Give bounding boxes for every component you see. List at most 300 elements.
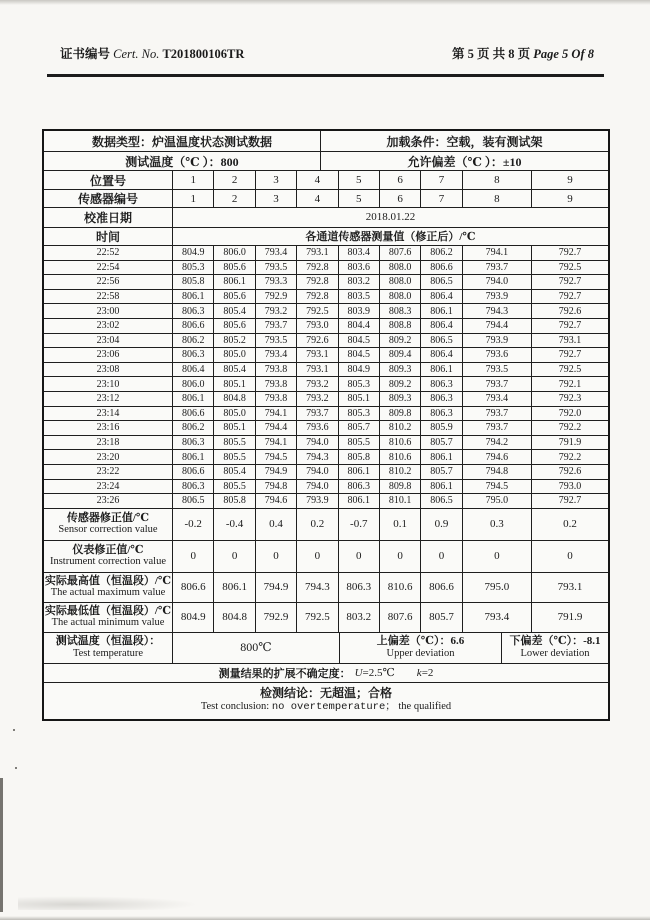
value-cell: 9 <box>531 190 608 207</box>
measurement-value-cell: 808.3 <box>379 304 420 318</box>
time-cell: 23:24 <box>96 480 120 492</box>
value-cell: 791.9 <box>531 603 608 632</box>
value-cell: 4 <box>296 171 337 189</box>
measurement-value-cell: 806.3 <box>420 407 461 421</box>
measurement-value-cell: 792.7 <box>531 348 608 362</box>
measurement-value-cell: 794.0 <box>462 275 531 289</box>
measurement-value-cell: 794.3 <box>296 450 337 464</box>
certificate-number <box>60 44 244 62</box>
measurement-value-cell: 810.2 <box>379 465 420 479</box>
value-cell: 7 <box>420 190 461 207</box>
sensor-number-label: 传感器编号 <box>77 192 138 206</box>
measurement-value-cell: 805.8 <box>172 275 213 289</box>
page-header <box>0 44 650 62</box>
value-cell: 8 <box>462 190 531 207</box>
calib-date-label: 校准日期 <box>83 210 132 225</box>
measurement-row <box>44 260 608 275</box>
measurement-value-cell: 794.0 <box>296 465 337 479</box>
test-temperature-label: 测试温度（恒温段）： Test temperature <box>55 635 161 659</box>
measurement-value-cell: 806.1 <box>420 363 461 377</box>
time-cell: 23:08 <box>96 364 120 376</box>
measurement-value-cell: 806.1 <box>420 450 461 464</box>
measurement-value-cell: 792.3 <box>531 392 608 406</box>
value-cell: 0 <box>462 541 531 572</box>
measurement-row <box>44 420 608 435</box>
value-cell: 0 <box>255 541 296 572</box>
measurement-value-cell: 793.8 <box>255 377 296 391</box>
value-cell: 793.4 <box>462 603 531 632</box>
value-cell: 806.6 <box>172 573 213 602</box>
measurement-value-cell: 794.4 <box>255 421 296 435</box>
measurement-value-cell: 806.1 <box>338 494 379 508</box>
value-cell: 805.7 <box>420 603 461 632</box>
measurement-row <box>44 303 608 318</box>
value-cell: 0.9 <box>420 509 461 540</box>
measurement-value-cell: 806.1 <box>172 392 213 406</box>
value-cell: 2 <box>213 171 254 189</box>
measurement-value-cell: 806.1 <box>213 275 254 289</box>
value-cell: 5 <box>338 190 379 207</box>
upper-deviation-cell: 上偏差（℃）：6.6 Upper deviation <box>339 633 501 663</box>
measurement-value-cell: 793.7 <box>255 319 296 333</box>
measurement-value-cell: 794.8 <box>462 465 531 479</box>
measurement-value-cell: 793.2 <box>255 304 296 318</box>
measurement-value-cell: 805.4 <box>213 465 254 479</box>
uncertainty-u-symbol: U <box>354 667 363 680</box>
value-cell: 0 <box>296 541 337 572</box>
measurement-row <box>44 479 608 494</box>
value-cell: 1 <box>172 190 213 207</box>
uncertainty-k-symbol: k <box>416 666 422 679</box>
measurement-value-cell: 808.0 <box>379 290 420 304</box>
row-deviation-summary <box>44 632 608 663</box>
value-cell: 0.1 <box>379 509 420 540</box>
time-cell: 23:06 <box>96 349 120 361</box>
value-cell: 4 <box>296 190 337 207</box>
measurement-value-cell: 806.2 <box>172 421 213 435</box>
measurement-value-cell: 793.4 <box>462 392 531 406</box>
row-time-header <box>44 227 608 246</box>
measurement-value-cell: 794.6 <box>462 450 531 464</box>
measurement-row <box>44 449 608 464</box>
measurement-value-cell: 794.5 <box>255 450 296 464</box>
measurement-value-cell: 794.3 <box>462 304 531 318</box>
measurement-value-cell: 806.2 <box>420 246 461 260</box>
value-cell: -0.7 <box>338 509 379 540</box>
measurement-value-cell: 806.3 <box>420 392 461 406</box>
uncertainty-prefix: 测量结果的扩展不确定度： <box>218 667 351 680</box>
calib-date-value: 2018.01.22 <box>172 208 608 227</box>
measurement-value-cell: 809.3 <box>379 363 420 377</box>
sensor-correction-label: 传感器修正值/℃ Sensor correction value <box>58 511 158 536</box>
lower-deviation-cell: 下偏差（℃）：-8.1 Lower deviation <box>501 633 608 663</box>
test-temp-cell: 测试温度（℃ ）：800 <box>125 154 239 169</box>
measurement-row <box>44 362 608 377</box>
measurement-value-cell: 803.9 <box>338 304 379 318</box>
measurement-value-cell: 793.1 <box>296 348 337 362</box>
value-cell: 6 <box>379 190 420 207</box>
allowed-deviation-cell: 允许偏差（℃ ）：±10 <box>320 152 608 170</box>
measurement-value-cell: 806.3 <box>172 304 213 318</box>
measurement-value-cell: 803.4 <box>338 246 379 260</box>
measurement-value-cell: 793.6 <box>296 421 337 435</box>
measurement-value-cell: 792.7 <box>531 319 608 333</box>
measurement-value-cell: 805.4 <box>213 304 254 318</box>
value-cell: 9 <box>531 171 608 189</box>
value-cell: 0 <box>420 541 461 572</box>
measurement-row <box>44 435 608 450</box>
time-cell: 23:18 <box>96 437 120 449</box>
value-cell: 5 <box>338 171 379 189</box>
measurement-value-cell: 793.9 <box>462 290 531 304</box>
time-label: 时间 <box>95 229 120 244</box>
value-cell: 8 <box>462 171 531 189</box>
value-cell: 0 <box>338 541 379 572</box>
measurement-value-cell: 805.5 <box>338 436 379 450</box>
measurement-value-cell: 792.7 <box>531 290 608 304</box>
value-cell: 0.3 <box>462 509 531 540</box>
page-number <box>452 44 594 62</box>
measurement-value-cell: 810.6 <box>379 436 420 450</box>
value-cell: 804.8 <box>213 603 254 632</box>
value-cell: 0.2 <box>296 509 337 540</box>
value-cell: 806.6 <box>420 573 461 602</box>
actual-minimum-label: 实际最低值（恒温段）/℃ The actual minimum value <box>44 604 172 629</box>
value-cell: 794.3 <box>296 573 337 602</box>
time-cell: 23:02 <box>96 320 120 332</box>
value-cell: -0.2 <box>172 509 213 540</box>
measurement-row <box>44 376 608 391</box>
measurement-value-cell: 809.8 <box>379 407 420 421</box>
measurement-value-cell: 805.3 <box>172 261 213 275</box>
measurement-value-cell: 794.1 <box>462 246 531 260</box>
measurement-value-cell: 805.9 <box>420 421 461 435</box>
time-cell: 23:16 <box>96 422 120 434</box>
measurement-value-cell: 792.1 <box>531 377 608 391</box>
conclusion-zh: 检测结论：无超温；合格 <box>259 686 392 701</box>
measurement-value-cell: 792.5 <box>531 363 608 377</box>
value-cell: 795.0 <box>462 573 531 602</box>
row-sensor-numbers <box>44 189 608 207</box>
measurement-value-cell: 806.3 <box>338 480 379 494</box>
value-cell: 0 <box>531 541 608 572</box>
measurement-value-cell: 792.2 <box>531 421 608 435</box>
measurement-value-cell: 809.2 <box>379 377 420 391</box>
measurement-value-cell: 806.3 <box>420 377 461 391</box>
time-cell: 23:10 <box>96 378 120 390</box>
measurement-value-cell: 793.5 <box>462 363 531 377</box>
scan-speck <box>15 767 17 769</box>
value-cell: 810.6 <box>379 573 420 602</box>
value-cell: 0 <box>172 541 213 572</box>
conclusion-en: Test conclusion: no overtemperature； the qualified <box>200 701 452 714</box>
measurement-value-cell: 806.4 <box>420 348 461 362</box>
measurement-value-cell: 806.1 <box>172 450 213 464</box>
measurement-value-cell: 806.0 <box>213 246 254 260</box>
measurement-value-cell: 794.6 <box>255 494 296 508</box>
measurement-value-cell: 804.9 <box>338 363 379 377</box>
uncertainty-u-value: =2.5℃ <box>362 667 395 680</box>
measurement-value-cell: 806.4 <box>420 290 461 304</box>
value-cell: 807.6 <box>379 603 420 632</box>
measurement-value-cell: 805.5 <box>213 436 254 450</box>
value-cell: -0.4 <box>213 509 254 540</box>
measurement-value-cell: 806.5 <box>420 494 461 508</box>
measurement-value-cell: 793.8 <box>255 363 296 377</box>
measurement-value-cell: 810.1 <box>379 494 420 508</box>
measurement-value-cell: 792.6 <box>296 334 337 348</box>
measurement-value-cell: 805.0 <box>213 407 254 421</box>
row-uncertainty <box>44 663 608 682</box>
instrument-correction-label: 仪表修正值/℃ Instrument correction value <box>49 543 167 568</box>
measurement-value-cell: 810.6 <box>379 450 420 464</box>
value-cell: 0.4 <box>255 509 296 540</box>
measurement-row <box>44 289 608 304</box>
measurement-value-cell: 806.6 <box>172 407 213 421</box>
measurement-value-cell: 806.3 <box>172 348 213 362</box>
value-cell: 6 <box>379 171 420 189</box>
certificate-table <box>42 129 610 721</box>
measurement-value-cell: 805.6 <box>213 319 254 333</box>
measurement-value-cell: 806.1 <box>420 304 461 318</box>
measurement-row <box>44 406 608 421</box>
measurement-value-cell: 793.7 <box>462 421 531 435</box>
measurement-value-cell: 792.0 <box>531 407 608 421</box>
measurement-value-cell: 805.7 <box>338 421 379 435</box>
value-cell: 1 <box>172 171 213 189</box>
value-cell: 804.9 <box>172 603 213 632</box>
measurement-value-cell: 806.1 <box>420 480 461 494</box>
measurement-value-cell: 805.7 <box>420 465 461 479</box>
time-cell: 23:22 <box>96 466 120 478</box>
value-cell: 803.2 <box>338 603 379 632</box>
uncertainty-cell <box>44 664 608 682</box>
measurement-value-cell: 793.8 <box>255 392 296 406</box>
measurement-row <box>44 493 608 508</box>
value-cell: 2 <box>213 190 254 207</box>
measurement-value-cell: 806.1 <box>172 290 213 304</box>
value-cell: 3 <box>255 190 296 207</box>
cert-no-value: T201800106TR <box>162 47 245 61</box>
measurement-value-cell: 793.7 <box>462 377 531 391</box>
time-cell: 22:52 <box>96 247 120 259</box>
measurement-value-cell: 806.6 <box>172 319 213 333</box>
position-label: 位置号 <box>89 173 126 188</box>
measurement-value-cell: 793.4 <box>255 348 296 362</box>
measurement-value-cell: 805.8 <box>213 494 254 508</box>
value-cell: 793.1 <box>531 573 608 602</box>
actual-maximum-label: 实际最高值（恒温段）/℃ The actual maximum value <box>44 574 172 599</box>
measurement-value-cell: 809.4 <box>379 348 420 362</box>
measurement-value-cell: 805.1 <box>213 377 254 391</box>
measurement-value-cell: 793.7 <box>296 407 337 421</box>
measurement-value-cell: 794.2 <box>462 436 531 450</box>
page-number-zh: 第 5 页 共 8 页 <box>451 47 531 61</box>
measurement-value-cell: 809.2 <box>379 334 420 348</box>
measurement-value-cell: 792.6 <box>531 304 608 318</box>
measurement-value-cell: 805.6 <box>213 290 254 304</box>
measurement-value-cell: 792.8 <box>296 290 337 304</box>
measurement-value-cell: 806.6 <box>420 261 461 275</box>
measurement-value-cell: 809.3 <box>379 392 420 406</box>
row-positions <box>44 170 608 189</box>
row-conclusion <box>44 682 608 719</box>
measurement-value-cell: 805.0 <box>213 348 254 362</box>
row-test-temperature <box>44 151 608 170</box>
measurement-value-cell: 792.5 <box>531 261 608 275</box>
measurement-value-cell: 792.7 <box>531 246 608 260</box>
measurement-value-cell: 793.1 <box>531 334 608 348</box>
measurement-row <box>44 464 608 479</box>
measurement-value-cell: 792.8 <box>296 275 337 289</box>
measurement-value-cell: 804.9 <box>172 246 213 260</box>
measurement-value-cell: 806.0 <box>172 377 213 391</box>
measurement-value-cell: 793.9 <box>296 494 337 508</box>
measurement-value-cell: 805.5 <box>213 480 254 494</box>
measurement-value-cell: 795.0 <box>462 494 531 508</box>
value-cell: 792.5 <box>296 603 337 632</box>
measurement-value-cell: 794.0 <box>296 436 337 450</box>
uncertainty-k-value: =2 <box>421 666 434 679</box>
value-cell: 7 <box>420 171 461 189</box>
measurement-value-cell: 805.8 <box>338 450 379 464</box>
measurement-value-cell: 806.3 <box>172 436 213 450</box>
test-temperature-value: 800℃ <box>172 633 339 663</box>
measurement-value-cell: 793.9 <box>462 334 531 348</box>
row-instrument-correction <box>44 540 608 572</box>
row-data-type <box>44 131 608 151</box>
value-cell: 3 <box>255 171 296 189</box>
measurement-value-cell: 791.9 <box>531 436 608 450</box>
measurement-value-cell: 792.2 <box>531 450 608 464</box>
measurement-value-cell: 792.5 <box>296 304 337 318</box>
measurement-value-cell: 794.4 <box>462 319 531 333</box>
measurement-value-cell: 793.3 <box>255 275 296 289</box>
measurement-value-cell: 803.2 <box>338 275 379 289</box>
time-cell: 23:04 <box>96 334 120 346</box>
measurement-value-cell: 792.8 <box>296 261 337 275</box>
measurement-value-cell: 803.5 <box>338 290 379 304</box>
measurement-value-cell: 806.2 <box>172 334 213 348</box>
measurement-value-cell: 793.6 <box>462 348 531 362</box>
measurement-value-cell: 793.0 <box>296 319 337 333</box>
measurement-value-cell: 808.0 <box>379 261 420 275</box>
measurement-value-cell: 793.5 <box>255 334 296 348</box>
measurement-value-cell: 792.7 <box>531 275 608 289</box>
value-cell: 794.9 <box>255 573 296 602</box>
measurement-value-cell: 806.5 <box>420 334 461 348</box>
measurement-value-cell: 805.3 <box>338 377 379 391</box>
measurement-value-cell: 808.0 <box>379 275 420 289</box>
measurement-value-cell: 804.5 <box>338 334 379 348</box>
measurement-value-cell: 809.8 <box>379 480 420 494</box>
measurement-value-cell: 806.5 <box>420 275 461 289</box>
value-cell: 0 <box>213 541 254 572</box>
row-actual-minimum <box>44 602 608 632</box>
measurement-value-cell: 793.5 <box>255 261 296 275</box>
time-cell: 23:14 <box>96 407 120 419</box>
measurement-value-cell: 805.5 <box>213 450 254 464</box>
measurement-value-cell: 805.7 <box>420 436 461 450</box>
measurement-value-cell: 806.3 <box>172 480 213 494</box>
row-actual-maximum <box>44 572 608 602</box>
time-cell: 22:54 <box>96 261 120 273</box>
measurement-value-cell: 806.4 <box>420 319 461 333</box>
measurement-value-cell: 792.7 <box>531 494 608 508</box>
value-cell: 0 <box>379 541 420 572</box>
measurement-value-cell: 804.8 <box>213 392 254 406</box>
time-cell: 23:26 <box>96 495 120 507</box>
measurement-value-cell: 806.4 <box>172 363 213 377</box>
value-cell: 806.1 <box>213 573 254 602</box>
measurement-row <box>44 391 608 406</box>
measurement-value-cell: 794.1 <box>255 436 296 450</box>
measurement-value-cell: 793.0 <box>531 480 608 494</box>
scan-edge-bottom <box>0 916 650 920</box>
channels-header: 各通道传感器测量值（修正后）/℃ <box>172 228 608 246</box>
row-sensor-correction <box>44 508 608 540</box>
measurement-row <box>44 318 608 333</box>
measurement-value-cell: 803.6 <box>338 261 379 275</box>
measurement-value-cell: 792.6 <box>531 465 608 479</box>
measurement-value-cell: 793.1 <box>296 246 337 260</box>
scan-smudge <box>18 896 198 910</box>
measurement-value-cell: 805.6 <box>213 261 254 275</box>
measurement-value-cell: 794.0 <box>296 480 337 494</box>
measurement-value-cell: 806.1 <box>338 465 379 479</box>
measurement-value-cell: 794.9 <box>255 465 296 479</box>
measurement-value-cell: 808.8 <box>379 319 420 333</box>
measurement-value-cell: 794.1 <box>255 407 296 421</box>
scan-edge-top <box>0 0 650 5</box>
measurement-value-cell: 793.2 <box>296 392 337 406</box>
value-cell: 0.2 <box>531 509 608 540</box>
load-condition-cell: 加载条件：空载，装有测试架 <box>320 131 608 151</box>
measurement-value-cell: 810.2 <box>379 421 420 435</box>
page-number-en: Page 5 Of 8 <box>533 47 594 61</box>
measurement-value-cell: 794.5 <box>462 480 531 494</box>
measurement-row <box>44 274 608 289</box>
measurement-value-cell: 807.6 <box>379 246 420 260</box>
measurement-value-cell: 805.2 <box>213 334 254 348</box>
row-calibration-date <box>44 207 608 227</box>
time-cell: 23:20 <box>96 451 120 463</box>
conclusion-cell <box>44 683 608 719</box>
measurement-value-cell: 804.4 <box>338 319 379 333</box>
value-cell: 792.9 <box>255 603 296 632</box>
measurement-value-cell: 804.5 <box>338 348 379 362</box>
measurement-row <box>44 347 608 362</box>
data-type-cell: 数据类型：炉温温度状态测试数据 <box>91 134 272 149</box>
measurement-row <box>44 245 608 260</box>
time-cell: 23:00 <box>96 305 120 317</box>
value-cell: 806.3 <box>338 573 379 602</box>
measurement-value-cell: 805.4 <box>213 363 254 377</box>
header-rule <box>47 74 604 77</box>
scan-speck <box>13 729 15 731</box>
measurement-value-cell: 806.6 <box>172 465 213 479</box>
measurement-value-cell: 805.1 <box>338 392 379 406</box>
measurement-value-cell: 793.4 <box>255 246 296 260</box>
time-cell: 22:58 <box>96 291 120 303</box>
measurement-value-cell: 793.2 <box>296 377 337 391</box>
measurement-value-cell: 793.7 <box>462 407 531 421</box>
measurement-value-cell: 792.9 <box>255 290 296 304</box>
measurement-value-cell: 794.8 <box>255 480 296 494</box>
cert-no-label-zh: 证书编号 <box>60 47 111 61</box>
measurement-value-cell: 806.5 <box>172 494 213 508</box>
measurement-value-cell: 805.1 <box>213 421 254 435</box>
